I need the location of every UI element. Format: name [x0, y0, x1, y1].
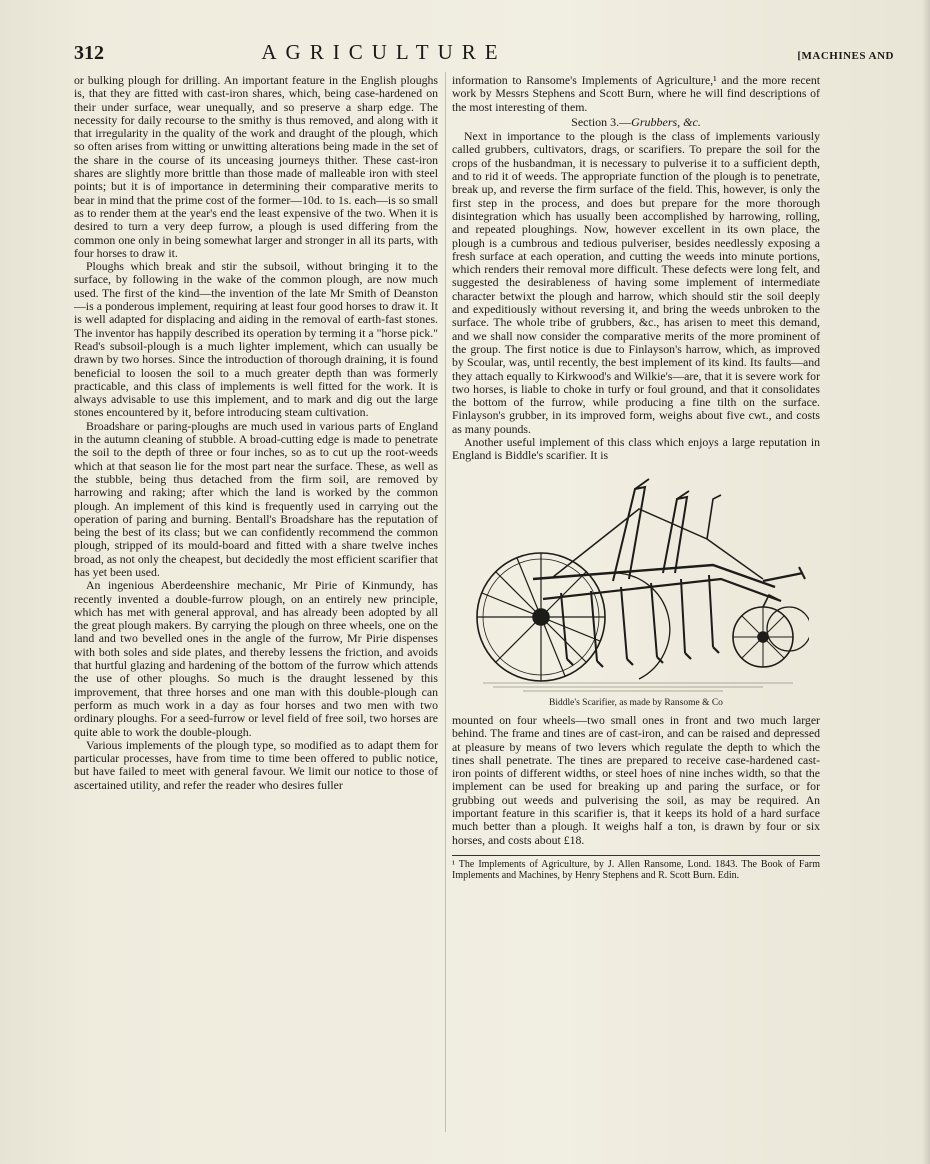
section-title: Grubbers, &c.: [631, 114, 701, 129]
footnote: ¹ The Implements of Agriculture, by J. Allen Ransome, Lond. 1843. The Book of Farm Implements and Machines, by Henry Stephens and R. Scott Burn. Edin.: [452, 858, 820, 882]
paragraph: or bulking plough for drilling. An important feature in the English ploughs is, that they are fitted with cast-iron shares, which, being case-hardened on their under surface, wear unequally, and so preserve a sharp edge. The necessity for daily recourse to the smithy is thus removed, and along with it that irregularity in the quality of the work and draught of the plough, which so often arises from witting or unwitting alterations being made in the set of the share in the course of its unceasing journeys thither. These cast-iron shares are slightly more brittle than those made of malleable iron with steel points; but it is of importance in determining their comparative merits to bear in mind that the prime cost of the former—10d. to 1s. each—is so small as to render them at the year's end the least expensive of the two. When it is desired to turn a very deep furrow, a plough is used differing from the common one only in being somewhat larger and stronger in all its parts, with four horses to draw it.: [74, 73, 438, 260]
paragraph: Broadshare or paring-ploughs are much used in various parts of England in the autumn cleaning of stubble. A broad-cutting edge is made to penetrate the soil to the depth of three or four inches, so as to cut up the root-weeds which at that season lie for the most part near the surface. These, as well as the stubble, being thus detached from the firm soil, are removed by harrowing and raking; after which the land is worked by the common plough. An implement of this kind is frequently used in carrying out the operation of paring and burning. Bentall's Broadshare has the reputation of being the best of its class; but we can confidently recommend the common plough, stripped of its mould-board and fitted with a share twelve inches broad, as not only the cheapest, but decidedly the most efficient scarifier that has yet been used.: [74, 418, 438, 579]
page-number: 312: [74, 42, 104, 64]
left-column: [74, 74, 438, 792]
page-edge-shadow: [922, 0, 930, 1164]
paragraph: An ingenious Aberdeenshire mechanic, Mr Pirie of Kinmundy, has recently invented a double-furrow plough, on an entirely new principle, which has met with general approval, and has already been adopted by all the great plough makers. By carrying the plough on three wheels, one on the land and two bevelled ones in the angle of the furrow, Mr Pirie dispenses with both soles and side plates, and thereby lessens the friction, and avoids that hurtful glazing and hardening of the bottom of the furrow which attends the use of other ploughs. So much is the draught lessened by this improvement, that three horses and one man with this double-plough can perform as much work in a day as four horses and two men with two ordinary ploughs. For a seed-furrow or level field of free soil, two horses are quite able to work the double-plough.: [74, 578, 438, 739]
column-divider: [445, 72, 446, 1132]
paragraph: mounted on four wheels—two small ones in front and two much larger behind. The frame and tines are of cast-iron, and can be raised and depressed at pleasure by means of two levers which regulate the depth to which the tines shall penetrate. The tines are prepared to receive case-hardened cast-iron points of different widths, or steel hoes of nine inches width, so that the implement can be used for breaking up and paring the surface, or for grubbing out weeds and pulverising the soil, as may be required. An important feature in this scarifier is, that it keeps its hold of a hard surface much better than a plough. It weighs half a ton, is drawn by four or six horses, and costs about £18.: [452, 712, 820, 847]
scarifier-engraving: [463, 469, 809, 695]
figure-caption: Biddle's Scarifier, as made by Ransome & Co: [549, 697, 723, 708]
scarifier-illustration: [463, 469, 809, 710]
footnote-divider: [452, 855, 820, 856]
section-heading: [452, 116, 820, 129]
paragraph: Next in importance to the plough is the class of implements variously called grubbers, cultivators, drags, or scarifiers. To prepare the soil for the crops of the husbandman, it is necessary to pulverise it to a sufficient depth, and to rid it of weeds. The appropriate function of the plough is to penetrate, break up, and reverse the firm surface of the field. This, however, is only the first step in the process, and does but prepare for the more thorough disintegration which has usually been accomplished by harrowing, rolling, and repeated ploughings. Now, however excellent in its own place, the plough is a cumbrous and tedious pulveriser, besides needlessly exposing a fresh surface at each operation, and cutting the weeds into minute portions, which renders their removal more difficult. These defects were long felt, and suggested the desirableness of having some implement of intermediate character betwixt the plough and harrow, which should stir the soil deeply and expeditiously without reversing it, and bring the weeds unbroken to the surface. The whole tribe of grubbers, &c., has arisen to meet this demand, and we shall now consider the comparative merits of the more prominent of the group. The first notice is due to Finlayson's harrow, which, as improved by Scoular, was, until recently, the best implement of its kind. Its faults—and they attach equally to Kirkwood's and Wilkie's—are, that it is severe work for two horses, is liable to choke in turfy or foul ground, and that it consolidates the bottom of the furrow, while producing a fine tilth on the surface. Finlayson's grubber, in its improved form, weighs about five cwt., and costs as many pounds.: [452, 129, 820, 436]
right-column: [452, 74, 820, 882]
section-tag: [MACHINES AND: [797, 50, 894, 62]
paragraph: Ploughs which break and stir the subsoil, without bringing it to the surface, by following in the wake of the common plough, are now much used. The first of the kind—the invention of the late Mr Smith of Deanston—is a ponderous implement, requiring at least four good horses to draw it. It is well adapted for displacing and aiding in the removal of earth-fast stones. The inventor has happily described its operation by terming it a "horse pick." Read's subsoil-plough is a much lighter implement, which can usually be drawn by two horses. Since the introduction of thorough draining, it is found beneficial to loosen the soil to a much greater depth than was formerly practicable, and this class of implements is well fitted for the work. It is always advisable to use this implement, and to mark and dig out the large stones encountered by it, before introducing steam cultivation.: [74, 259, 438, 420]
paragraph: Various implements of the plough type, so modified as to adapt them for particular processes, have from time to time been offered to public notice, but have failed to meet with general favour. We limit our notice to those of ascertained utility, and refer the reader who desires fuller: [74, 737, 438, 792]
section-number: Section 3.—: [571, 114, 632, 129]
running-title: AGRICULTURE: [261, 40, 507, 64]
paragraph: information to Ransome's Implements of Agriculture,¹ and the more recent work by Messrs Stephens and Scott Burn, where he will find descriptions of the most interesting of them.: [452, 73, 820, 114]
page-header: [74, 40, 894, 70]
paragraph: Another useful implement of this class which enjoys a large reputation in England is Biddle's scarifier. It is: [452, 435, 820, 463]
